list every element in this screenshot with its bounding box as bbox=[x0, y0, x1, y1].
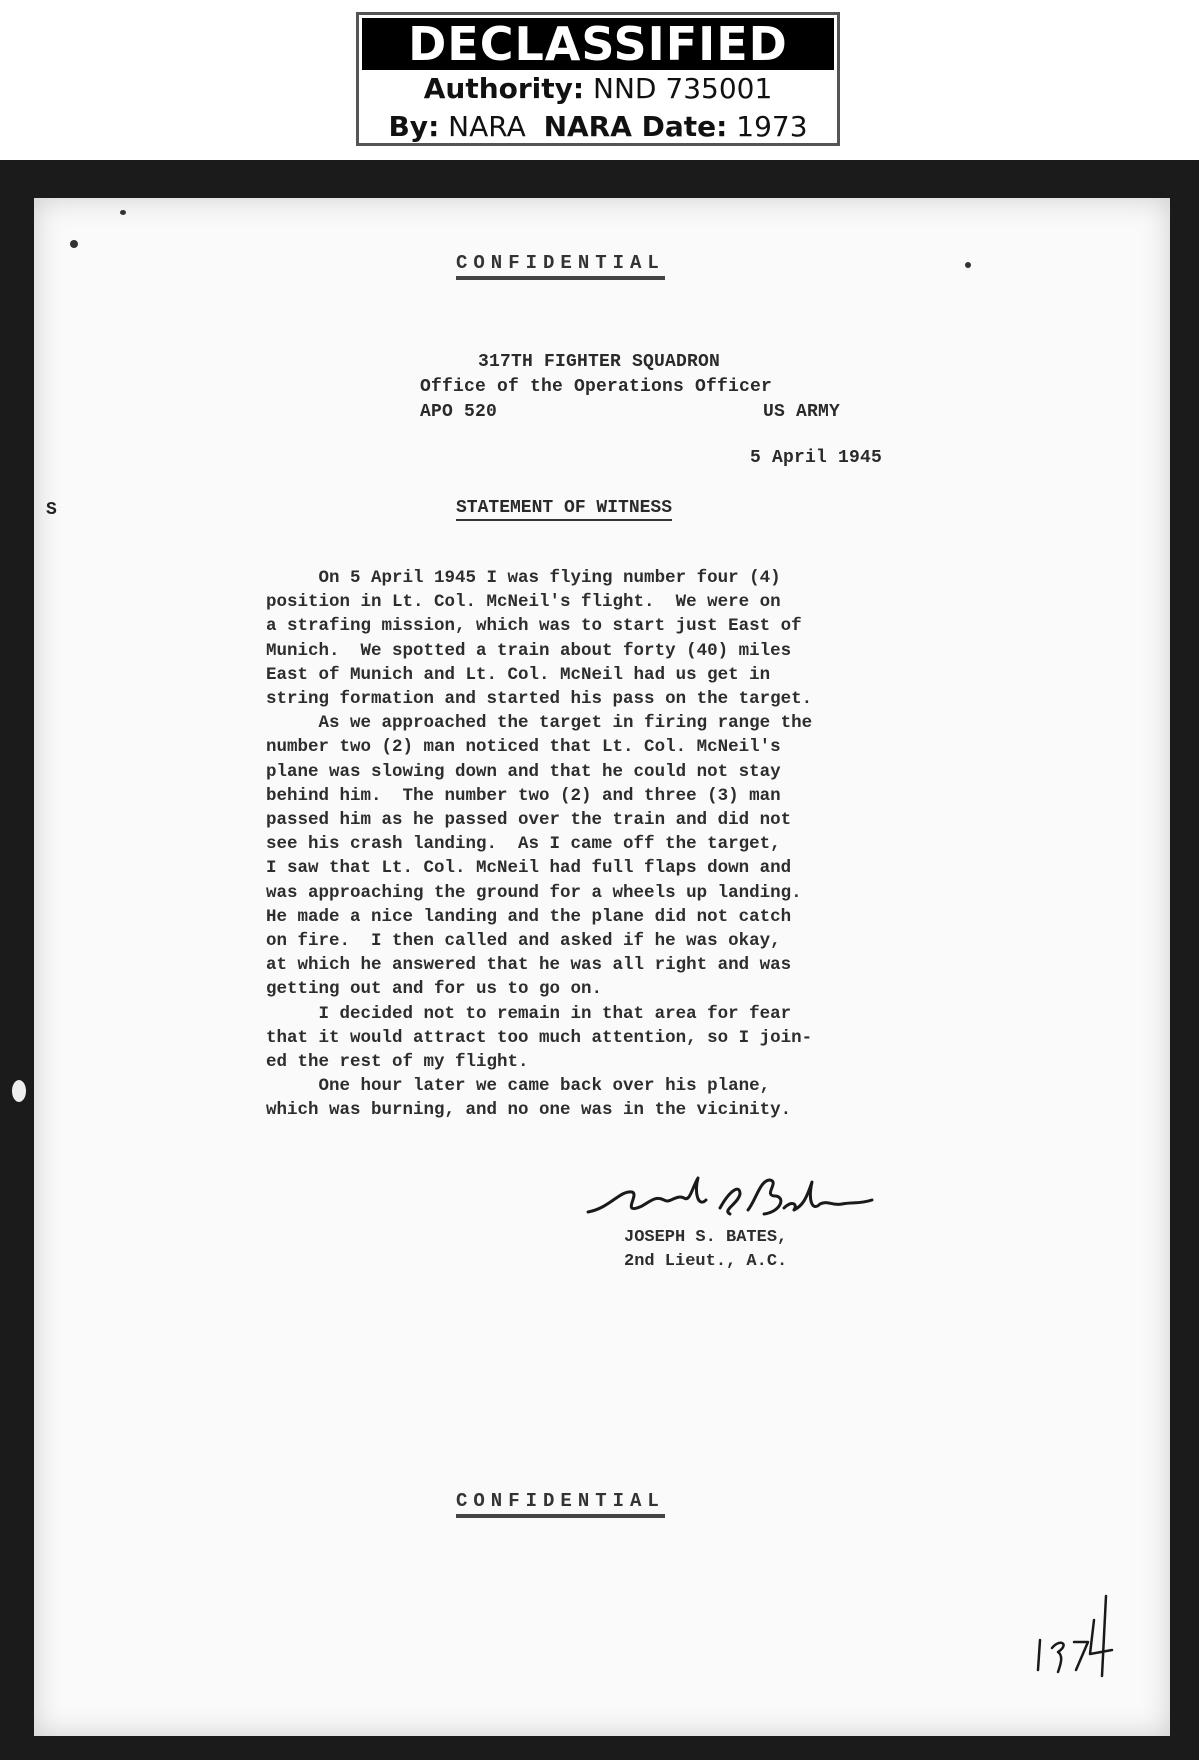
stamp-authority bbox=[359, 70, 837, 108]
stamp-authority-value: NND 735001 bbox=[593, 72, 773, 105]
handwritten-signature bbox=[580, 1170, 880, 1230]
body-line: number two (2) man noticed that Lt. Col. McNeil's bbox=[266, 737, 781, 758]
document-date: 5 April 1945 bbox=[750, 448, 883, 468]
body-line: string formation and started his pass on the target. bbox=[266, 689, 813, 710]
body-line: Munich. We spotted a train about forty (40) miles bbox=[266, 640, 792, 661]
stamp-date-value: 1973 bbox=[736, 110, 808, 143]
stamp-by-value: NARA bbox=[448, 110, 526, 143]
stamp-by-label: By: bbox=[388, 110, 440, 143]
body-line: He made a nice landing and the plane did not catch bbox=[266, 906, 792, 927]
body-line: On 5 April 1945 I was flying number four (4) bbox=[266, 568, 781, 588]
office-name: Office of the Operations Officer bbox=[420, 377, 773, 397]
stamp-title: DECLASSIFIED bbox=[362, 18, 834, 70]
stamp-by bbox=[359, 108, 837, 146]
body-line: passed him as he passed over the train and did not bbox=[266, 810, 792, 831]
army-label: US ARMY bbox=[762, 402, 840, 422]
letterhead bbox=[420, 350, 840, 425]
stamp-authority-label: Authority: bbox=[423, 72, 585, 105]
body-line: at which he answered that he was all right and was bbox=[266, 955, 792, 976]
body-line: ed the rest of my flight. bbox=[266, 1052, 529, 1073]
classification-top: CONFIDENTIAL bbox=[456, 252, 665, 280]
body-line: position in Lt. Col. McNeil's flight. We were on bbox=[266, 592, 781, 613]
body-line: As we approached the target in firing range the bbox=[266, 713, 813, 734]
body-line: getting out and for us to go on. bbox=[266, 979, 603, 1000]
handwritten-page-number bbox=[1030, 1590, 1130, 1680]
unit-name: 317TH FIGHTER SQUADRON bbox=[478, 352, 721, 372]
document-title: STATEMENT OF WITNESS bbox=[456, 498, 672, 521]
declassified-stamp bbox=[356, 12, 840, 146]
body-line: I saw that Lt. Col. McNeil had full flaps down and bbox=[266, 858, 792, 879]
scan-speck bbox=[120, 210, 126, 215]
body-line: One hour later we came back over his plane, bbox=[266, 1076, 771, 1097]
body-line: plane was slowing down and that he could not stay bbox=[266, 761, 781, 782]
classification-bottom: CONFIDENTIAL bbox=[456, 1490, 665, 1518]
scan-speck bbox=[965, 262, 971, 268]
body-line: a strafing mission, which was to start just East of bbox=[266, 616, 802, 637]
body-line: East of Munich and Lt. Col. McNeil had us get in bbox=[266, 664, 771, 685]
body-line: see his crash landing. As I came off the target, bbox=[266, 834, 781, 855]
scan-speck bbox=[70, 240, 78, 248]
signer-rank: 2nd Lieut., A.C. bbox=[624, 1252, 788, 1271]
statement-body bbox=[266, 566, 906, 1123]
signature-block bbox=[580, 1170, 880, 1280]
apo-number: APO 520 bbox=[420, 402, 498, 422]
body-line: which was burning, and no one was in the vicinity. bbox=[266, 1100, 792, 1121]
body-line: was approaching the ground for a wheels up landing. bbox=[266, 882, 802, 903]
apo-row bbox=[420, 400, 840, 425]
stamp-date-label: NARA Date: bbox=[543, 110, 728, 143]
body-line: on fire. I then called and asked if he was okay, bbox=[266, 931, 781, 952]
body-line: that it would attract too much attention, so I join- bbox=[266, 1027, 813, 1048]
signer-name: JOSEPH S. BATES, bbox=[624, 1228, 788, 1247]
margin-mark: S bbox=[46, 500, 57, 520]
body-line: I decided not to remain in that area for fear bbox=[266, 1003, 792, 1024]
scan-speck bbox=[12, 1080, 26, 1102]
body-line: behind him. The number two (2) and three (3) man bbox=[266, 785, 781, 806]
